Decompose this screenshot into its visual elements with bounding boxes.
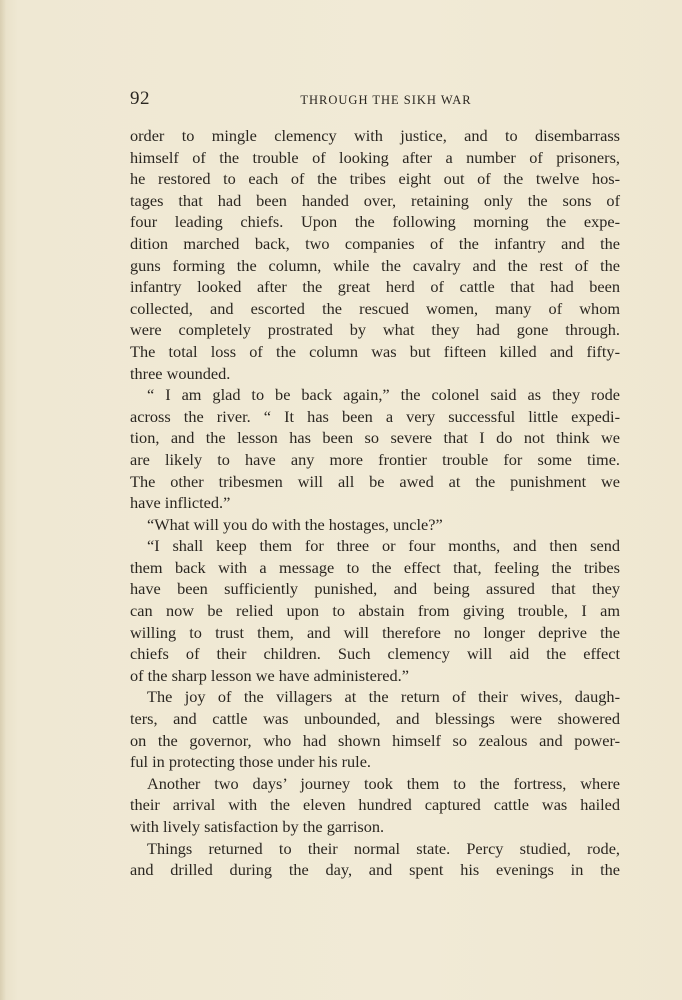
text-line: “I shall keep them for three or four months, and then send <box>147 536 620 556</box>
text-line: guns forming the column, while the cavalry and the rest of the <box>130 255 620 275</box>
text-line: three wounded. <box>130 363 231 383</box>
text-line: Things returned to their normal state. Percy studied, rode, <box>147 838 620 858</box>
paragraph <box>130 535 620 686</box>
paragraph <box>130 773 620 838</box>
text-line: collected, and escorted the rescued women, many of whom <box>130 298 620 318</box>
text-line: and drilled during the day, and spent his evenings in the <box>130 860 620 880</box>
paragraph <box>130 686 620 772</box>
body-text <box>130 125 620 881</box>
page-number: 92 <box>130 88 150 109</box>
page-header <box>130 88 620 112</box>
text-line: are likely to have any more frontier trouble for some time. <box>130 449 620 469</box>
text-line: The total loss of the column was but fifteen killed and fifty- <box>130 341 620 361</box>
text-line: dition marched back, two companies of the infantry and the <box>130 233 620 253</box>
text-line: their arrival with the eleven hundred captured cattle was hailed <box>130 795 620 815</box>
text-line: “What will you do with the hostages, uncle?” <box>147 514 443 534</box>
text-line: The joy of the villagers at the return of their wives, daugh- <box>147 687 620 707</box>
text-line: with lively satisfaction by the garrison. <box>130 817 385 836</box>
text-line: The other tribesmen will all be awed at the punishment we <box>130 471 620 491</box>
text-line: were completely prostrated by what they had gone through. <box>130 320 620 340</box>
text-line: order to mingle clemency with justice, and to disembarrass <box>130 126 620 145</box>
text-line: infantry looked after the great herd of cattle that had been <box>130 277 620 297</box>
text-line: willing to trust them, and will therefore no longer deprive the <box>130 622 620 642</box>
paragraph <box>130 125 620 384</box>
text-line: on the governor, who had shown himself so zealous and power- <box>130 730 620 750</box>
text-line: himself of the trouble of looking after a number of prisoners, <box>130 147 620 167</box>
text-line: across the river. “ It has been a very successful little expedi- <box>130 406 620 426</box>
running-head: THROUGH THE SIKH WAR <box>300 93 472 107</box>
text-line: chiefs of their children. Such clemency will aid the effect <box>130 644 620 664</box>
text-line: “ I am glad to be back again,” the colonel said as they rode <box>147 385 620 405</box>
text-line: have been sufficiently punished, and being assured that they <box>130 579 620 599</box>
text-line: he restored to each of the tribes eight out of the twelve hos- <box>130 169 620 189</box>
text-line: four leading chiefs. Upon the following morning the expe- <box>130 212 620 232</box>
text-line: can now be relied upon to abstain from giving trouble, I am <box>130 601 620 621</box>
text-line: ful in protecting those under his rule. <box>130 752 371 772</box>
text-line: have inflicted.” <box>130 493 231 513</box>
paragraph <box>130 384 620 514</box>
paragraph <box>130 514 620 536</box>
text-line: of the sharp lesson we have administered.” <box>130 665 409 685</box>
text-line: ters, and cattle was unbounded, and blessings were showered <box>130 709 620 729</box>
paragraph <box>130 838 620 881</box>
text-line: tages that had been handed over, retaining only the sons of <box>130 190 620 210</box>
text-line: them back with a message to the effect that, feeling the tribes <box>130 557 620 577</box>
text-line: tion, and the lesson has been so severe that I do not think we <box>130 428 620 448</box>
text-line: Another two days’ journey took them to the fortress, where <box>147 773 620 793</box>
page-edge-shadow <box>0 0 6 1000</box>
